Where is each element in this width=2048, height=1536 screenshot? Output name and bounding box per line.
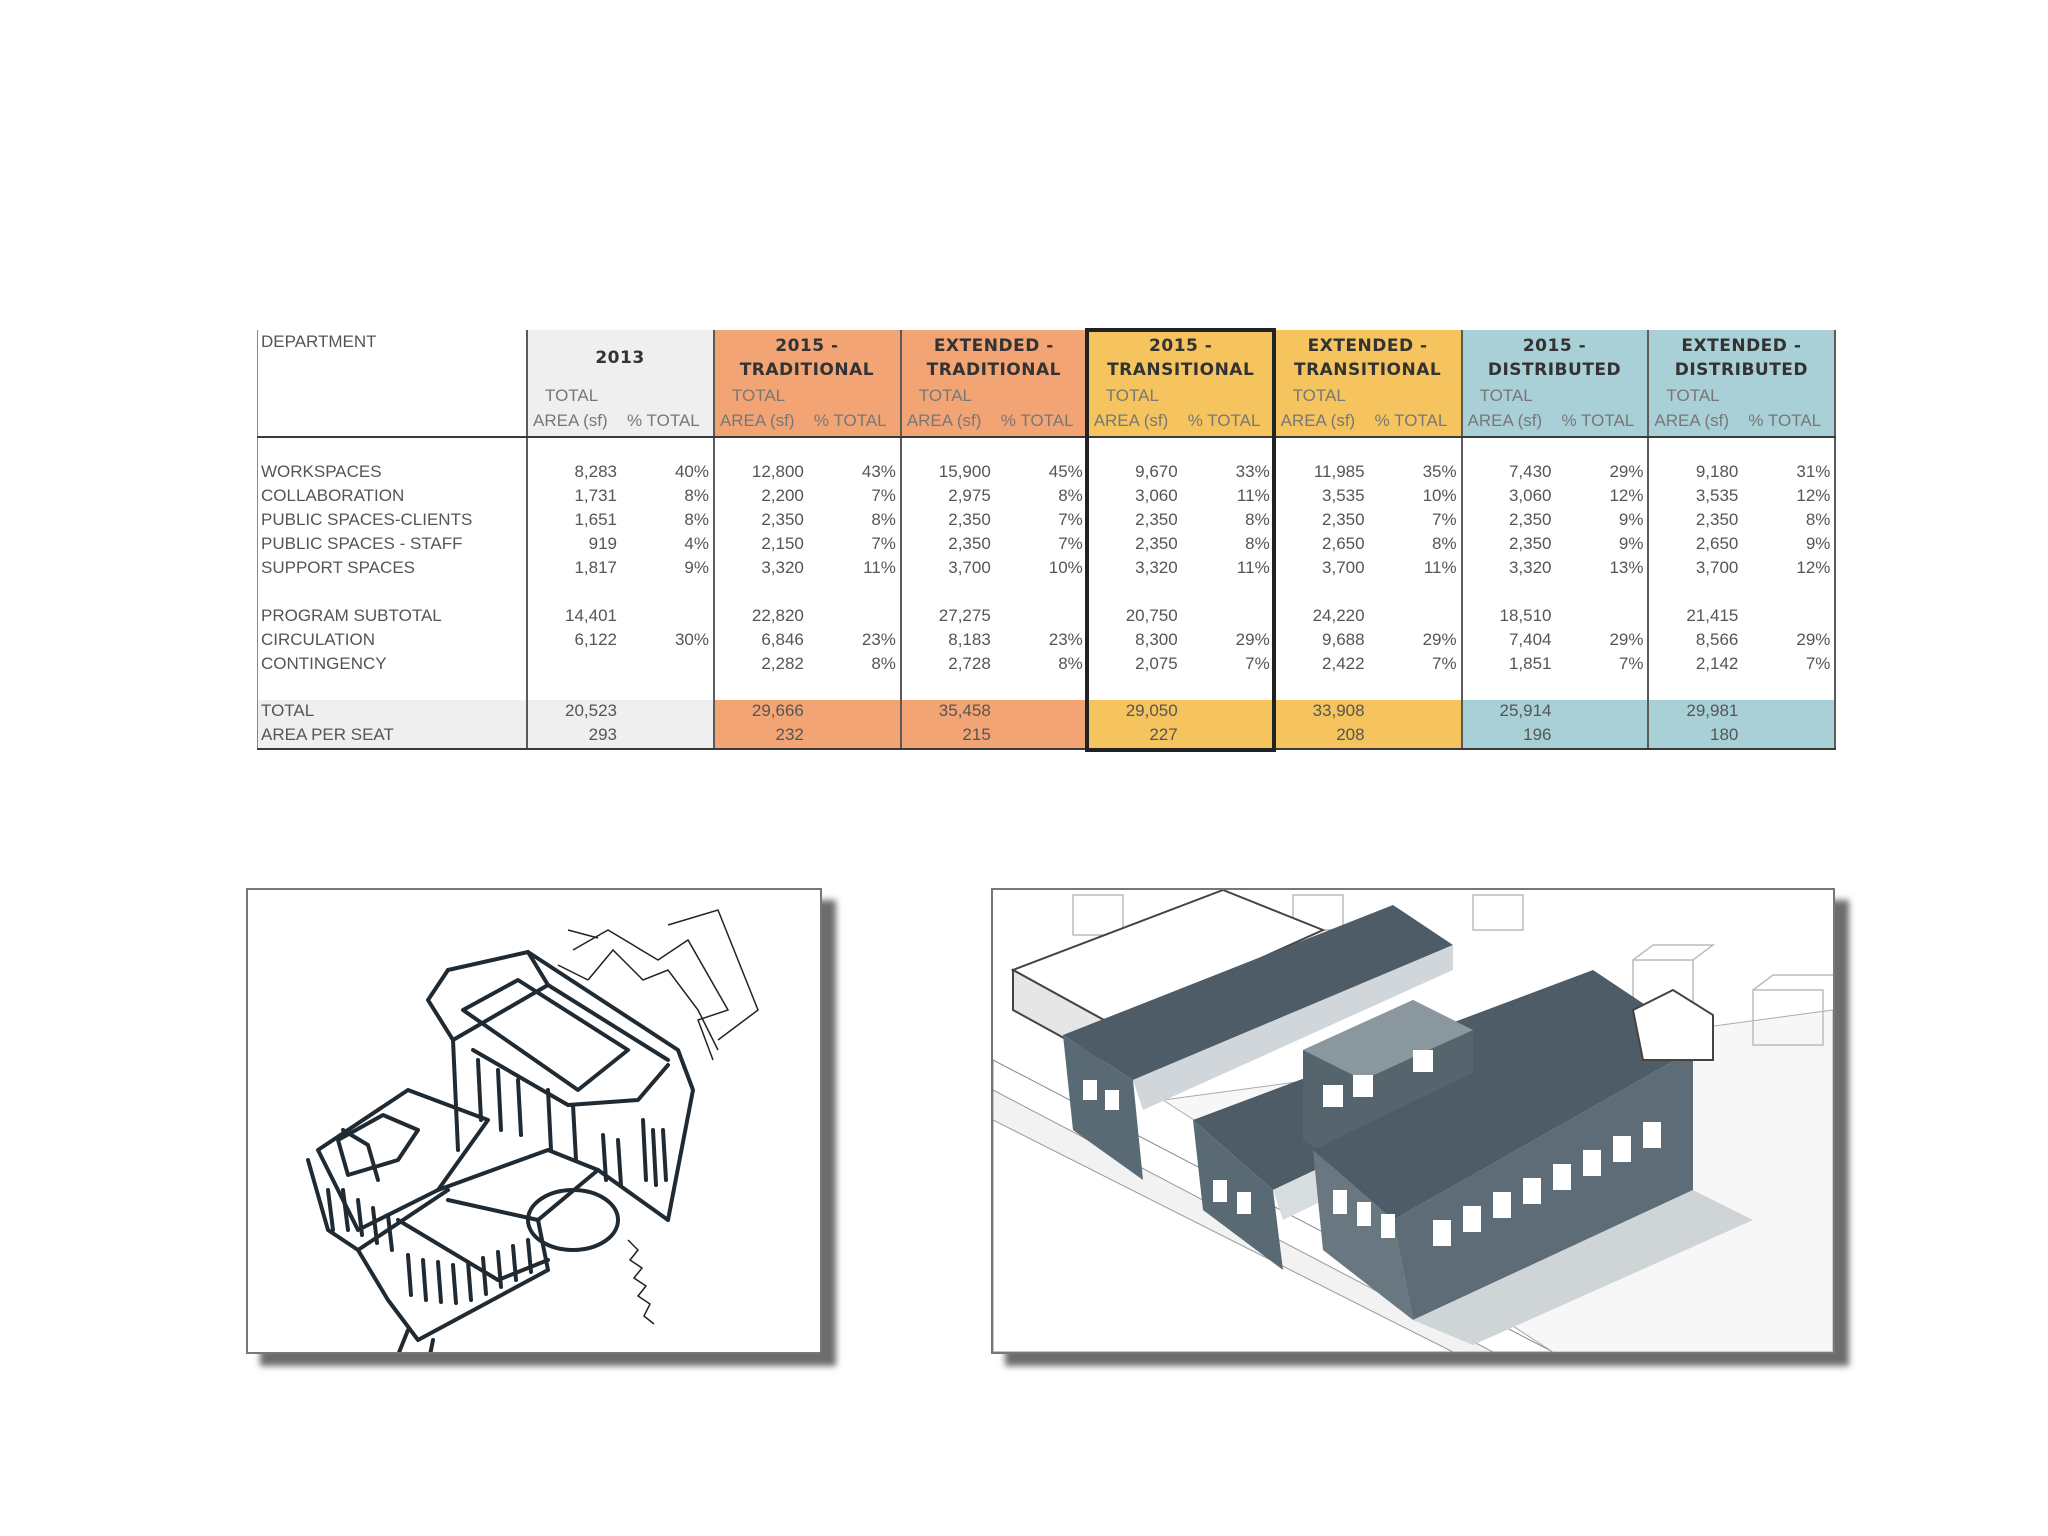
area-value: 2,200 (761, 486, 804, 505)
area-value: 3,700 (948, 558, 991, 577)
area-value: 215 (962, 725, 991, 744)
area-value: 3,535 (1322, 486, 1365, 505)
percent-value: 23% (1048, 630, 1083, 649)
area-value: 25,914 (1499, 701, 1552, 720)
percent-value: 29% (1235, 630, 1270, 649)
column-title: 2015 - (1522, 336, 1587, 356)
total-label: TOTAL (1479, 386, 1533, 405)
percent-value: 11% (1423, 558, 1457, 577)
column-divider (526, 330, 528, 750)
area-value: 2,075 (1135, 654, 1178, 673)
area-value: 8,183 (948, 630, 991, 649)
area-value: 9,688 (1322, 630, 1365, 649)
area-value: 2,350 (1508, 510, 1552, 529)
area-value: 2,350 (948, 510, 991, 529)
area-sf-label: AREA (sf) (1280, 411, 1356, 430)
row-label: WORKSPACES (261, 462, 382, 481)
column-title-sub: TRANSITIONAL (1293, 360, 1442, 380)
percent-value: 8% (1245, 510, 1270, 529)
area-value: 14,401 (565, 606, 617, 625)
percent-value: 9% (684, 558, 709, 577)
percent-value: 45% (1048, 462, 1083, 481)
area-value: 3,535 (1695, 486, 1739, 505)
percent-value: 7% (1805, 654, 1831, 673)
percent-value: 9% (1618, 510, 1644, 529)
area-value: 2,282 (761, 654, 804, 673)
percent-value: 7% (1618, 654, 1644, 673)
area-value: 29,050 (1125, 701, 1178, 720)
area-value: 27,275 (938, 606, 991, 625)
row-label: AREA PER SEAT (261, 725, 394, 744)
percent-value: 30% (674, 630, 709, 649)
area-value: 2,350 (948, 534, 991, 553)
area-value: 3,700 (1322, 558, 1365, 577)
percent-value: 8% (1058, 654, 1083, 673)
column-title-sub: DISTRIBUTED (1674, 360, 1809, 380)
percent-value: 31% (1796, 462, 1831, 481)
percent-value: 9% (1805, 534, 1831, 553)
table-left-border (257, 330, 258, 750)
column-title: EXTENDED - (933, 336, 1054, 356)
column-title: EXTENDED - (1307, 336, 1428, 356)
area-value: 7,430 (1508, 462, 1552, 481)
percent-value: 29% (1422, 630, 1457, 649)
percent-value: 8% (871, 654, 896, 673)
percent-value: 11% (1236, 486, 1270, 505)
column-title: 2013 (595, 348, 645, 368)
pct-total-label: % TOTAL (1561, 411, 1635, 430)
area-value: 2,350 (1135, 534, 1178, 553)
percent-value: 13% (1609, 558, 1644, 577)
area-value: 3,700 (1695, 558, 1739, 577)
program-area-table (257, 330, 1836, 750)
area-value: 20,750 (1125, 606, 1178, 625)
percent-value: 8% (1058, 486, 1083, 505)
area-value: 2,150 (761, 534, 804, 553)
column-divider (1647, 330, 1649, 750)
pct-total-label: % TOTAL (813, 411, 887, 430)
area-value: 1,851 (1508, 654, 1552, 673)
area-value: 18,510 (1499, 606, 1552, 625)
pct-total-label: % TOTAL (1000, 411, 1074, 430)
area-value: 22,820 (751, 606, 804, 625)
area-value: 2,650 (1695, 534, 1739, 553)
percent-value: 33% (1235, 462, 1270, 481)
area-value: 8,566 (1695, 630, 1739, 649)
row-label: CONTINGENCY (261, 654, 387, 673)
percent-value: 8% (1245, 534, 1270, 553)
area-value: 227 (1149, 725, 1178, 744)
area-value: 11,985 (1313, 462, 1365, 481)
percent-value: 12% (1796, 486, 1831, 505)
area-value: 29,666 (751, 701, 804, 720)
column-title-sub: TRANSITIONAL (1107, 360, 1255, 380)
pct-total-label: % TOTAL (1748, 411, 1822, 430)
area-value: 2,422 (1322, 654, 1365, 673)
concept-sketch-frame (246, 888, 822, 1354)
column-title-sub: DISTRIBUTED (1487, 360, 1622, 380)
row-label: SUPPORT SPACES (261, 558, 415, 577)
percent-value: 43% (861, 462, 896, 481)
area-value: 2,650 (1322, 534, 1365, 553)
area-value: 21,415 (1686, 606, 1739, 625)
row-label: PUBLIC SPACES-CLIENTS (261, 510, 473, 529)
percent-value: 7% (1058, 510, 1083, 529)
row-label: PROGRAM SUBTOTAL (261, 606, 442, 625)
area-value: 7,404 (1508, 630, 1552, 649)
percent-value: 35% (1422, 462, 1457, 481)
area-value: 293 (588, 725, 617, 744)
area-sf-label: AREA (sf) (1093, 411, 1169, 430)
table-right-border (1834, 330, 1836, 750)
area-value: 2,350 (1695, 510, 1739, 529)
area-value: 2,142 (1695, 654, 1739, 673)
area-value: 919 (588, 534, 617, 553)
area-value: 2,350 (1135, 510, 1178, 529)
column-divider (713, 330, 715, 750)
massing-model-image (993, 890, 1833, 1352)
area-value: 8,300 (1135, 630, 1178, 649)
column-divider (900, 330, 902, 750)
percent-value: 10% (1048, 558, 1083, 577)
percent-value: 8% (1432, 534, 1457, 553)
area-value: 180 (1710, 725, 1739, 744)
area-value: 9,180 (1695, 462, 1739, 481)
area-sf-label: AREA (sf) (906, 411, 982, 430)
area-value: 33,908 (1312, 701, 1365, 720)
column-divider (1461, 330, 1463, 750)
percent-value: 29% (1609, 630, 1644, 649)
percent-value: 11% (1236, 558, 1270, 577)
area-value: 3,320 (1508, 558, 1552, 577)
total-label: TOTAL (918, 386, 973, 405)
percent-value: 9% (1618, 534, 1644, 553)
area-value: 3,320 (1135, 558, 1178, 577)
column-title: EXTENDED - (1681, 336, 1802, 356)
header-divider (257, 436, 1836, 438)
area-value: 1,817 (574, 558, 617, 577)
area-value: 2,728 (948, 654, 991, 673)
area-value: 3,060 (1135, 486, 1178, 505)
highlighted-column-border (1085, 328, 1276, 752)
percent-value: 40% (674, 462, 709, 481)
area-value: 2,350 (761, 510, 804, 529)
column-title: 2015 - (1149, 336, 1213, 356)
area-value: 35,458 (938, 701, 991, 720)
percent-value: 8% (684, 486, 709, 505)
total-label: TOTAL (1666, 386, 1720, 405)
area-value: 2,350 (1322, 510, 1365, 529)
total-label: TOTAL (731, 386, 786, 405)
area-value: 9,670 (1135, 462, 1178, 481)
percent-value: 7% (871, 486, 896, 505)
pct-total-label: % TOTAL (1187, 411, 1261, 430)
area-sf-label: AREA (sf) (1467, 411, 1543, 430)
total-label: TOTAL (1105, 386, 1159, 405)
column-title: 2015 - (775, 336, 839, 356)
total-label: TOTAL (545, 386, 599, 405)
department-header: DEPARTMENT (261, 332, 377, 351)
percent-value: 29% (1609, 462, 1644, 481)
column-title-sub: TRADITIONAL (926, 360, 1061, 380)
area-value: 29,981 (1686, 701, 1739, 720)
percent-value: 8% (684, 510, 709, 529)
row-label: CIRCULATION (261, 630, 375, 649)
percent-value: 12% (1796, 558, 1831, 577)
area-sf-label: AREA (sf) (719, 411, 795, 430)
total-label: TOTAL (1292, 386, 1346, 405)
pct-total-label: % TOTAL (627, 411, 700, 430)
area-value: 196 (1523, 725, 1552, 744)
percent-value: 7% (1245, 654, 1270, 673)
area-value: 15,900 (938, 462, 991, 481)
percent-value: 8% (871, 510, 896, 529)
percent-value: 7% (1432, 510, 1457, 529)
area-value: 24,220 (1312, 606, 1365, 625)
percent-value: 4% (684, 534, 709, 553)
area-value: 8,283 (574, 462, 617, 481)
area-sf-label: AREA (sf) (1654, 411, 1730, 430)
table-bottom-border (257, 748, 1836, 750)
pct-total-label: % TOTAL (1374, 411, 1448, 430)
area-value: 12,800 (751, 462, 804, 481)
area-value: 2,975 (948, 486, 991, 505)
area-value: 1,731 (574, 486, 617, 505)
area-value: 1,651 (574, 510, 617, 529)
area-value: 20,523 (565, 701, 617, 720)
row-label: PUBLIC SPACES - STAFF (261, 534, 463, 553)
massing-model-frame (991, 888, 1835, 1354)
row-label: COLLABORATION (261, 486, 405, 505)
percent-value: 8% (1805, 510, 1831, 529)
area-value: 208 (1336, 725, 1365, 744)
area-sf-label: AREA (sf) (533, 411, 608, 430)
percent-value: 10% (1422, 486, 1457, 505)
area-value: 2,350 (1508, 534, 1552, 553)
percent-value: 23% (861, 630, 896, 649)
column-title-sub: TRADITIONAL (739, 360, 875, 380)
area-value: 6,846 (761, 630, 804, 649)
percent-value: 29% (1796, 630, 1831, 649)
row-label: TOTAL (261, 701, 315, 720)
percent-value: 12% (1609, 486, 1644, 505)
percent-value: 7% (1432, 654, 1457, 673)
area-value: 3,060 (1508, 486, 1552, 505)
area-value: 232 (775, 725, 804, 744)
area-value: 3,320 (761, 558, 804, 577)
percent-value: 7% (1058, 534, 1083, 553)
concept-sketch-image (248, 890, 820, 1352)
percent-value: 11% (863, 558, 896, 577)
percent-value: 7% (871, 534, 896, 553)
area-value: 6,122 (574, 630, 617, 649)
